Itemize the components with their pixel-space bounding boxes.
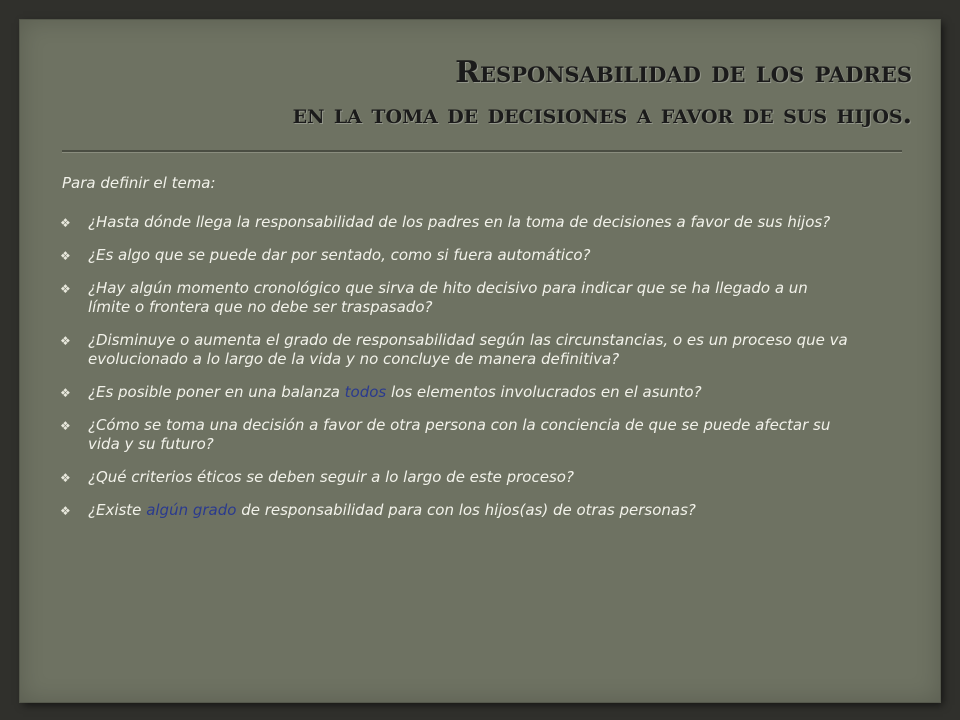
list-item-text: ¿Hay algún momento cronológico que sirva de hito decisivo para indicar que se ha llegado a un límite o frontera que no debe ser traspasado? (88, 279, 808, 316)
ornate-bullet-icon: ❖ (60, 419, 71, 433)
text-segment: ¿Existe (88, 501, 147, 519)
list-item (60, 383, 850, 402)
list-item (60, 213, 850, 232)
text-segment: los elementos involucrados en el asunto? (386, 383, 702, 401)
text-segment: de responsabilidad para con los hijos(as) de otras personas? (236, 501, 696, 519)
list-item-text: ¿Cómo se toma una decisión a favor de otra persona con la conciencia de que se puede afectar su vida y su futuro? (88, 416, 831, 453)
list-item (60, 468, 850, 487)
ornate-bullet-icon: ❖ (60, 216, 71, 230)
list-item (60, 246, 850, 265)
ornate-bullet-icon: ❖ (60, 249, 71, 263)
list-item-text: ¿Qué criterios éticos se deben seguir a lo largo de este proceso? (88, 468, 574, 486)
slide-title (60, 52, 912, 136)
list-item-text (88, 383, 702, 401)
ornate-bullet-icon: ❖ (60, 386, 71, 400)
title-divider (62, 150, 902, 153)
list-item-text (88, 501, 696, 519)
list-item (60, 501, 850, 520)
list-item-text: ¿Es algo que se puede dar por sentado, como si fuera automático? (88, 246, 591, 264)
intro-text: Para definir el tema: (62, 174, 216, 192)
list-item-text: ¿Disminuye o aumenta el grado de responsabilidad según las circunstancias, o es un proceso que va evolucionado a lo largo de la vida y no concluye de manera definitiva? (88, 331, 848, 368)
highlighted-word: todos (344, 383, 387, 401)
question-list (60, 213, 850, 520)
list-item (60, 331, 850, 369)
list-item (60, 279, 850, 317)
list-item-text: ¿Hasta dónde llega la responsabilidad de los padres en la toma de decisiones a favor de sus hijos? (88, 213, 831, 231)
ornate-bullet-icon: ❖ (60, 504, 71, 518)
ornate-bullet-icon: ❖ (60, 282, 71, 296)
ornate-bullet-icon: ❖ (60, 471, 71, 485)
text-segment: ¿Es posible poner en una balanza (88, 383, 345, 401)
slide-body (60, 174, 850, 534)
highlighted-phrase: algún grado (146, 501, 237, 519)
ornate-bullet-icon: ❖ (60, 334, 71, 348)
title-line-2: en la toma de decisiones a favor de sus hijos. (292, 99, 912, 130)
title-line-1: Responsabilidad de los padres (455, 55, 912, 90)
list-item (60, 416, 850, 454)
